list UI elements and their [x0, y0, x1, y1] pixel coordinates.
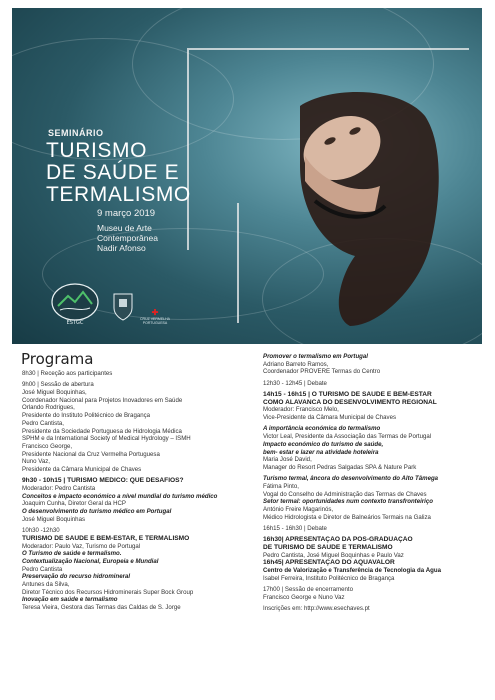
program-line: Manager do Resort Pedras Salgadas SPA & Nature Park: [263, 463, 417, 471]
program-line: Francisco George e Nuno Vaz: [263, 593, 345, 601]
program-line: Diretor Técnico dos Recursos Hidrominerais Super Bock Group: [22, 588, 194, 596]
program-line: 12h30 - 12h45 | Debate: [263, 379, 327, 387]
program-line: José Miguel Boquinhas: [22, 515, 86, 523]
program-line: Fátima Pinto,: [263, 482, 299, 490]
venue-line: Nadir Afonso: [97, 243, 146, 253]
program-line: 8h30 | Receção aos participantes: [22, 370, 113, 377]
program-line: Nuno Vaz,: [22, 458, 51, 466]
program-line: Vice-Presidente da Câmara Municipal de Chaves: [263, 414, 397, 422]
program-line: 14h15 - 16h15 | O TURISMO DE SAÚDE E BEM-ESTAR: [263, 391, 432, 398]
program-line: Centro de Valorização e Transferência de Tecnologia da Água: [263, 567, 442, 575]
program-line: Orlando Rodrigues,: [22, 404, 75, 412]
program-line: O Turismo de saúde e termalismo.: [22, 550, 122, 558]
program-line: Inovação em saúde e termalismo: [22, 596, 118, 604]
program-line: António Freire Magarinós,: [263, 506, 334, 514]
program-line: Preservação do recurso hidromineral: [22, 573, 131, 581]
program-line: SPHM e da International Society of Medical Hydrology – ISMH: [22, 435, 191, 443]
program-line: 16h30| APRESENTAÇÃO DA PÓS-GRADUAÇÃO: [263, 536, 413, 544]
program-line: Adriano Barreto Ramos,: [263, 360, 329, 368]
school-logo-text: ESTGC: [66, 320, 84, 326]
program-line: 17h00 | Sessão de encerramento: [263, 586, 354, 594]
program-title: Programa: [21, 350, 94, 368]
program-line: A importância económica do termalismo: [263, 425, 381, 433]
decorative-frame-line: [187, 48, 469, 250]
program-line: DE TURISMO DE SAÚDE E TERMALISMO: [263, 544, 393, 552]
seminar-title: [46, 140, 191, 206]
title-line: TERMALISMO: [46, 183, 191, 206]
program-line: O desenvolvimento do turismo médico em Portugal: [22, 508, 172, 516]
program-line: Pedro Cantista,: [22, 419, 65, 427]
program-line: Maria José David,: [263, 456, 312, 464]
program-line: Isabel Ferreira, Instituto Politécnico de Bragança: [263, 574, 395, 582]
program-column-left: [22, 370, 247, 612]
program-line: Presidente da Câmara Municipal de Chaves: [22, 466, 142, 474]
program-line: Pedro Cantista: [22, 565, 63, 573]
event-date: 9 março 2019: [97, 208, 156, 219]
program-line: José Miguel Boquinhas,: [22, 389, 87, 396]
program-line: Coordenador Nacional para Projetos Inovadores em Saúde: [22, 396, 183, 404]
program-line: COMO ALAVANCA DO DESENVOLVIMENTO REGIONAL: [263, 398, 437, 406]
seminar-label: SEMINÁRIO: [48, 128, 104, 138]
program-line: 9h00 | Sessão de abertura: [22, 381, 94, 389]
program-line: Setor termal: oportunidades num contexto transfronteiriço: [263, 498, 433, 506]
program-line: Moderador: Pedro Cantista: [22, 485, 96, 493]
program-line: Inscrições em: http://www.esechaves.pt: [263, 605, 370, 613]
program-line: Presidente Nacional da Cruz Vermelha Portuguesa: [22, 450, 160, 458]
program-line: Vogal do Conselho de Administração das Termas de Chaves: [263, 490, 427, 498]
program-line: Francisco George,: [22, 442, 73, 450]
program-line: Joaquim Cunha, Diretor Geral da HCP: [22, 500, 126, 508]
program-line: Coordenador PROVERE Termas do Centro: [263, 368, 381, 376]
program-line: 16h15 - 16h30 | Debate: [263, 525, 327, 533]
program-line: Moderador: Paulo Vaz, Turismo de Portugal: [22, 542, 141, 550]
program-line: Moderador: Francisco Melo,: [263, 406, 339, 414]
program-line: Teresa Vieira, Gestora das Termas das Caldas de S. Jorge: [22, 604, 181, 612]
venue-line: Contemporânea: [97, 233, 158, 243]
program-line: Presidente do Instituto Politécnico de Bragança: [22, 412, 151, 420]
program-line: Conceitos e impacto económico a nível mundial do turismo médico: [22, 492, 218, 500]
program-line: bem- estar e lazer na atividade hoteleira: [263, 448, 379, 456]
red-cross-icon: ✚: [151, 308, 159, 317]
program-line: Médico Hidrologista e Diretor de Balneários Termais na Galiza: [263, 513, 431, 521]
program-line: 9h30 - 10h15 | TURISMO MÉDICO: QUE DESAFIOS?: [22, 477, 184, 485]
red-cross-logo: [135, 308, 175, 325]
decorative-frame-line: [237, 203, 239, 323]
title-line: DE SAÚDE E: [46, 161, 180, 184]
title-line: TURISMO: [46, 139, 148, 162]
program-line: Victor Leal, Presidente da Associação das Termas de Portugal: [263, 433, 432, 441]
program-line: Turismo termal, âncora do desenvolvimento do Alto Tâmega: [263, 475, 439, 483]
event-venue: [97, 223, 158, 253]
seminar-banner: [12, 8, 482, 344]
program-line: Presidente da Sociedade Portuguesa de Hidrologia Médica: [22, 427, 182, 435]
red-cross-logo-text: CRUZ VERMELHA PORTUGUESA: [140, 317, 170, 325]
program-line: Contextualização Nacional, Europeia e Mundial: [22, 557, 159, 565]
program-line: Promover o termalismo em Portugal: [263, 353, 368, 360]
school-logo: [50, 282, 100, 326]
municipal-crest-icon: [112, 290, 134, 322]
program-line: Impacto económico do turismo de saúde,: [263, 440, 384, 448]
program-line: Antunes da Silva,: [22, 581, 70, 589]
program-column-right: [263, 353, 483, 613]
venue-line: Museu de Arte: [97, 223, 152, 233]
program-line: TURISMO DE SAÚDE E BEM-ESTAR, E TERMALISMO: [22, 534, 190, 542]
program-line: 16h45| APRESENTAÇÃO DO AQUAVALOR: [263, 559, 395, 567]
program-line: Pedro Cantista, José Miguel Boquinhas e Paulo Vaz: [263, 551, 404, 559]
program-line: 10h30 -12h30: [22, 527, 60, 535]
